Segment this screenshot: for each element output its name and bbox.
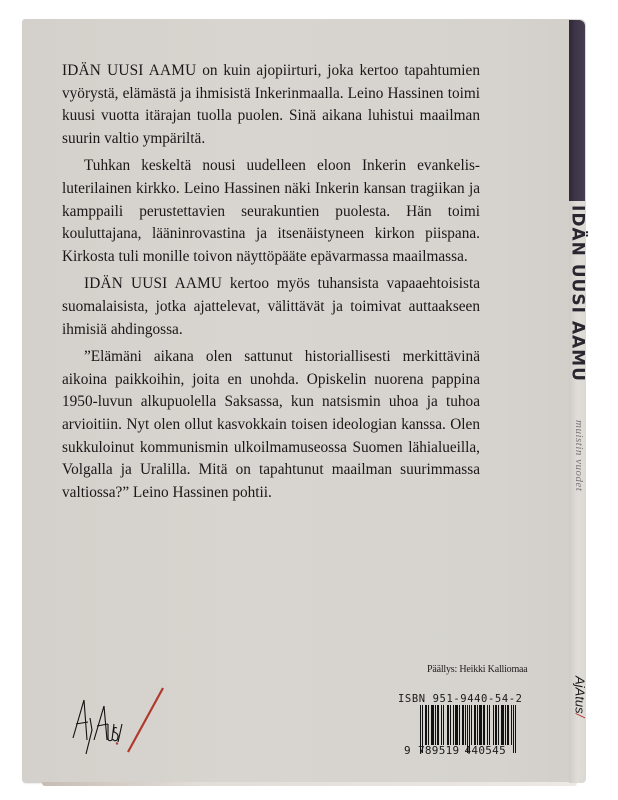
spine-color-band — [569, 20, 585, 201]
isbn-number: ISBN 951-9440-54-2 — [398, 693, 523, 705]
slash-icon: / — [572, 713, 588, 718]
barcode-lead-digit: 9 — [404, 744, 411, 757]
blurb-paragraph-1 — [62, 60, 480, 150]
paragraph-text: kertoo myös tuhansista vapaaehtoisista suomalaisista, jotka ajattelevat, välittävät ja toimivat auttaakseen ihmisiä ahdingossa. — [62, 275, 480, 338]
barcode-group-1: 789519 — [417, 744, 460, 757]
spine-subtitle: muistin vuodet — [573, 420, 585, 492]
barcode-group-2: 440545 — [464, 744, 507, 757]
barcode-icon — [420, 705, 536, 745]
blurb-paragraph-2: Tuhkan keskeltä nousi uudelleen eloon Inkerin evankelis-luterilainen kirkko. Leino Hassinen näki Inkerin kansan tragiikan ja kamppaili perustettavien seurakuntien puolesta. Hän toimi kouluttajana, lääninrovastina ja itsenäistyneen kirkon piispana. Kirkosta tuli monille toivon näyttöpääte epävarmassa maailmassa. — [62, 157, 480, 265]
spine-title: IDÄN UUSI AAMU — [567, 205, 588, 382]
paragraph-text: on kuin ajopiirturi, joka kertoo tapahtumien vyörystä, elämästä ja ihmisistä Inkerinmaalla. Leino Hassinen toimi kuusi vuotta itärajan tuolla puolen. Sinä aikana luhistui maailman suurin valtio ympäriltä. — [62, 62, 480, 147]
spine-publisher-mark — [574, 676, 587, 717]
cover-designer-credit: Päällys: Heikki Kalliomaa — [427, 664, 528, 675]
barcode-digits — [404, 744, 506, 757]
spine-publisher-text: AjAtus — [572, 676, 588, 714]
title-caps: IDÄN UUSI AAMU — [62, 62, 197, 79]
back-cover-blurb — [62, 60, 480, 504]
blurb-paragraph-3 — [62, 273, 480, 341]
blurb-quote: ”Elämäni aikana olen sattunut historiallisesti merkittävinä aikoina paikkoihin, joita en unohda. Opiskelin nuorena pappina 1950-luvun alkupuolella Saksassa, kun natsismin uhoa ja tuhoa arvioitiin. Nyt olen ollut kasvokkain toisen ideologian kanssa. Olen sukkuloinut kommunismin ulkoilmamuseossa Suomen lähialueilla, Volgalla ja Uralilla. Mitä on tapahtunut maailman suurimmassa valtiossa?” Leino Hassinen pohtii. — [62, 348, 480, 501]
publisher-logo-icon — [70, 680, 170, 760]
title-caps: IDÄN UUSI AAMU — [84, 275, 223, 293]
